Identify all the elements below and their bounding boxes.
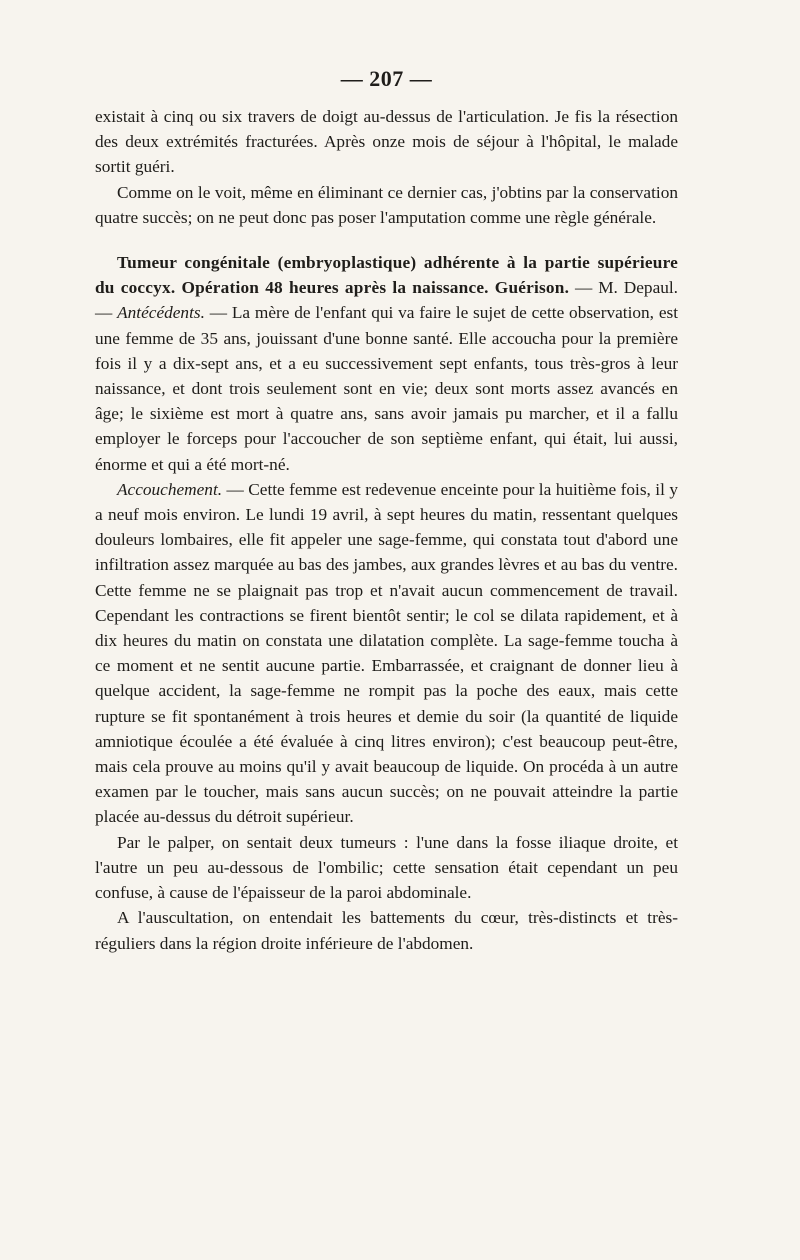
document-page (95, 66, 678, 956)
paragraph-conservation: Comme on le voit, même en éliminant ce dernier cas, j'obtins par la conservation quatre succès; on ne peut donc pas poser l'amputation comme une règle générale. (95, 182, 678, 227)
case-separator-1: — (569, 278, 599, 298)
accouchement-text: Cette femme est redevenue enceinte pour la huitième fois, il y a neuf mois environ. Le lundi 19 avril, à sept heures du matin, ressentant quelques douleurs lombaires, elle fit appeler une sage-femme, qui constata tout d'abord une infiltration assez marquée au bas des jambes, aux grandes lèvres et au bas du ventre. Cette femme ne se plaignait pas trop et n'avait aucun commencement de travail. Cependant les contractions se firent bientôt sentir; le col se dilata rapidement, et à dix heures du matin on constata une dilatation complète. La sage-femme toucha à ce moment et ne sentit aucune partie. Embarrassée, et craignant de donner lieu à quelque accident, la sage-femme ne rompit pas la poche des eaux, mais cette rupture se fit spontanément à trois heures et demie du soir (la quantité de liquide amniotique écoulée a été évaluée à cinq litres environ); c'est beaucoup peut-être, mais cela prouve au moins qu'il y avait beaucoup de liquide. On procéda à un autre examen par le toucher, mais sans aucun succès; on ne pouvait atteindre la partie placée au-dessus du détroit supérieur. (95, 479, 678, 827)
case-separator-3: — (204, 303, 232, 323)
paragraph-articulation: existait à cinq ou six travers de doigt au-dessus de l'articulation. Je fis la résection des deux extrémités fracturées. Après onze mois de séjour à l'hôpital, le malade sortit guéri. (95, 107, 678, 177)
paragraph-palper: Par le palper, on sentait deux tumeurs : l'une dans la fosse iliaque droite, et l'autre un peu au-dessous de l'ombilic; cette sensation était cependant un peu confuse, à cause de l'épaisseur de la paroi abdominale. (95, 832, 678, 903)
accouchement-separator: — (222, 479, 249, 499)
case-title: Tumeur congénitale (embryoplastique) adhérente à la partie supérieure du coccyx. Opération 48 heures après la naissance. Guérison. (95, 253, 678, 298)
case-separator-2: — (95, 303, 118, 323)
antecedents-text: La mère de l'enfant qui va faire le sujet de cette observation, est une femme de 35 ans, jouissant d'une bonne santé. Elle accoucha pour la première fois il y a dix-sept ans, et a eu successivement sept enfants, tous très-gros à leur naissance, et dont trois seulement sont en vie; deux sont morts assez avancés en âge; le sixième est mort à quatre ans, sans avoir jamais pu marcher, et il a fallu employer le forceps pour l'accoucher de son septième enfant, qui était, lui aussi, énorme et qui a été mort-né. (95, 303, 679, 474)
paragraph-auscultation: A l'auscultation, on entendait les battements du cœur, très-distincts et très-réguliers dans la région droite inférieure de l'abdomen. (95, 908, 678, 953)
case-author: M. Depaul. (598, 278, 678, 298)
page-number: — 207 — (340, 66, 433, 91)
case-paragraph (95, 250, 678, 477)
accouchement-paragraph (95, 477, 678, 830)
antecedents-label: Antécédents. (117, 303, 205, 323)
accouchement-label: Accouchement. (117, 479, 223, 499)
